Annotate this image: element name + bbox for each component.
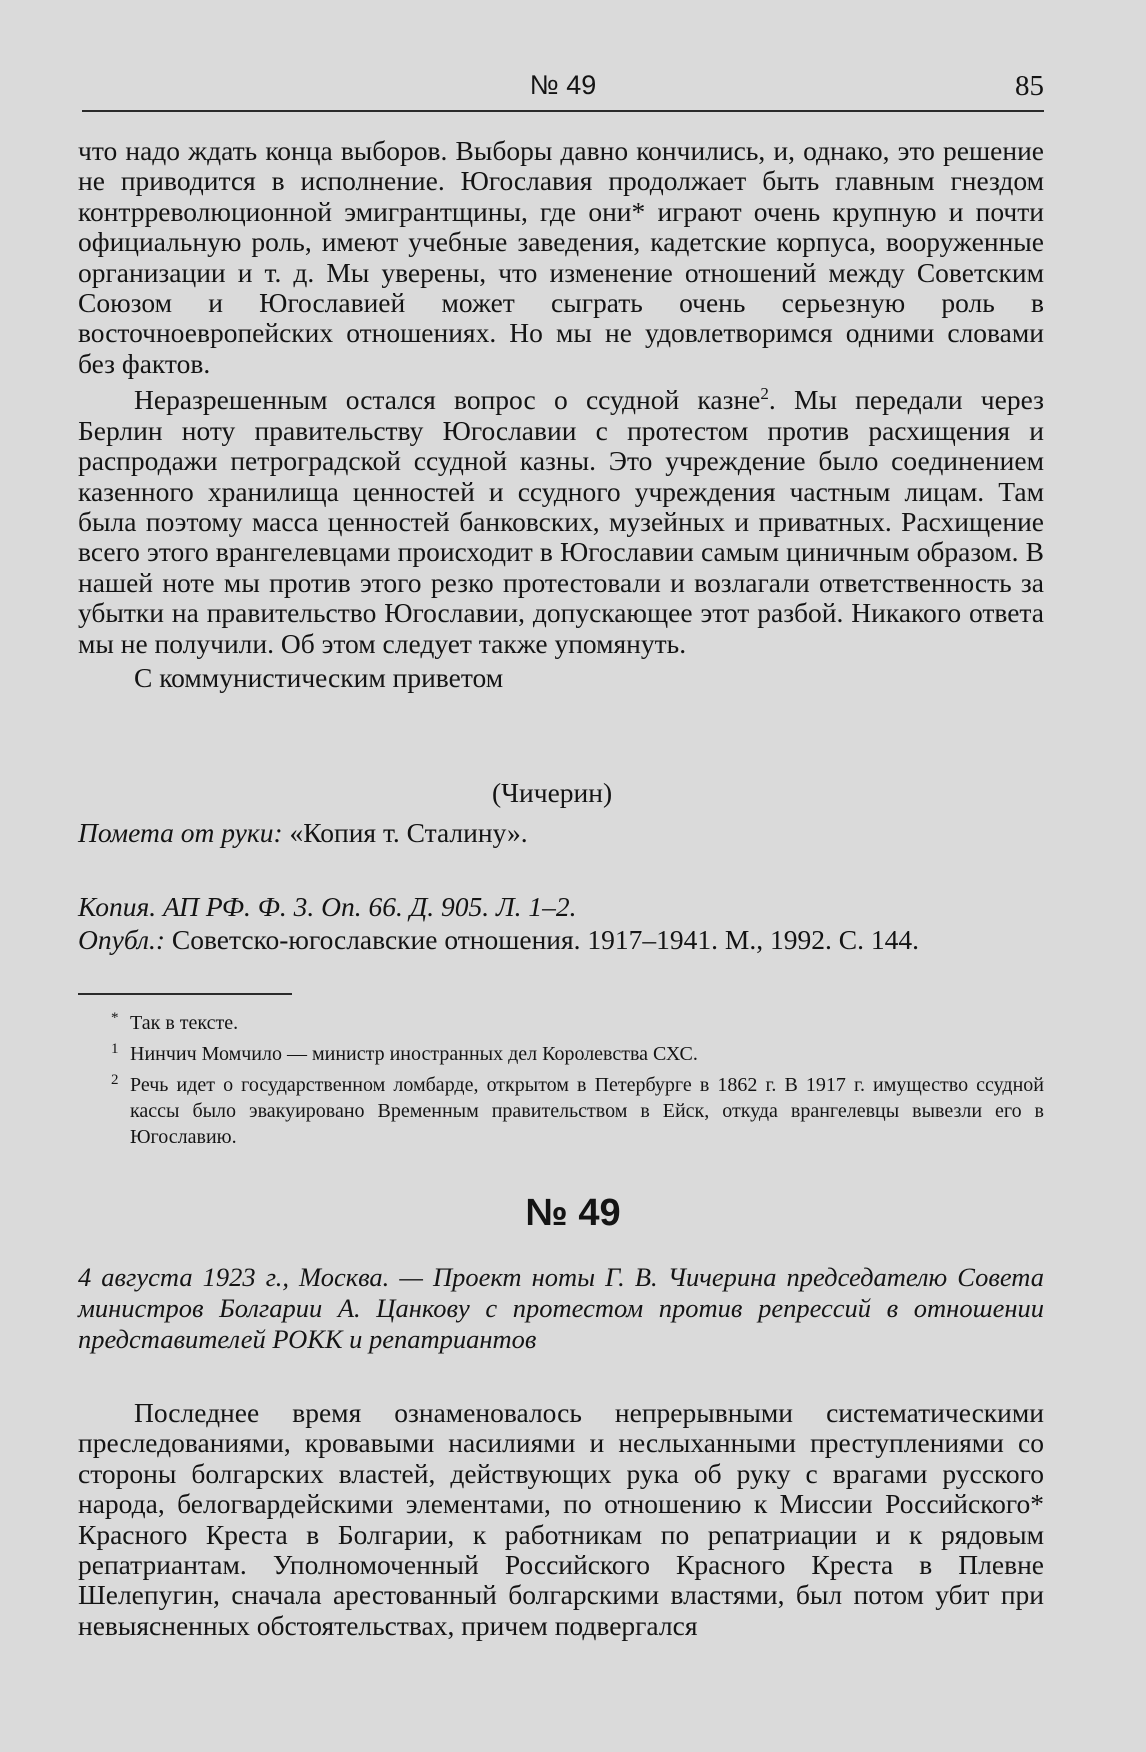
publication-reference [78, 925, 919, 955]
footnote [111, 1041, 1044, 1067]
document-title: 4 августа 1923 г., Москва. — Проект ноты Г. В. Чичерина председателю Совета министров Болгарии А. Цанкову с протестом против репрессий в отношении представителей РОКК и репатриантов [78, 1262, 1044, 1354]
footnote-mark: * [111, 1010, 119, 1026]
letter-paragraph: что надо ждать конца выборов. Выборы давно кончились, и, однако, это решение не приводится в исполнение. Югославия продолжает быть главным гнездом контрреволюционной эмигрантщины, где они* играют очень крупную и почти официальную роль, имеют учебные заведения, кадетские корпуса, вооруженные организации и т. д. Мы уверены, что изменение отношений между Советским Союзом и Югославией может сыграть очень серьезную роль в восточноевропейских отношениях. Но мы не удовлетворимся одними словами без фактов. [78, 135, 1044, 379]
footnote-rule [78, 993, 292, 995]
document-number-heading: № 49 [525, 1192, 621, 1234]
running-header [82, 70, 1044, 110]
handwritten-note [78, 818, 528, 848]
footnote-mark: 1 [111, 1041, 119, 1057]
footnote-mark: 2 [111, 1072, 119, 1088]
document-paragraph: Последнее время ознаменовалось непрерывными систематическими преследованиями, кровавыми насилиями и неслыханными преступлениями со стороны болгарских властей, действующих рука об руку с врагами русского народа, белогвардейскими элементами, по отношению к Миссии Российского* Красного Креста в Болгарии, к работникам по репатриации и к рядовым репатриантам. Уполномоченный Российского Красного Креста в Плевне Шелепугин, сначала арестованный болгарскими властями, был потом убит при невыясненных обстоятельствах, причем подвергался [78, 1397, 1044, 1641]
footnote-text: Речь идет о государственном ломбарде, открытом в Петербурге в 1862 г. В 1917 г. имущество ссудной кассы было эвакуировано Временным правительством в Ейск, откуда врангелевцы вывезли его в Югославию. [130, 1074, 1044, 1148]
footnote [111, 1010, 1044, 1036]
footnote-ref: 2 [760, 384, 769, 404]
page-number: 85 [1015, 70, 1044, 102]
closing-line: С коммунистическим приветом [134, 662, 504, 694]
paragraph-text: . Мы передали через Берлин ноту правительству Югославии с протестом против расхищения и распродажи петроградской ссудной казны. Это учреждение было соединением казенного хранилища ценностей и ссудного учреждения частным лицам. Там была поэтому масса ценностей банковских, музейных и приватных. Расхищение всего этого врангелевцами происходит в Югославии самым циничным образом. В нашей ноте мы против этого резко протестовали и возлагали ответственность за убытки на правительство Югославии, допускающее этот разбой. Никакого ответа мы не получили. Об этом следует также упомянуть. [78, 384, 1045, 659]
note-text: «Копия т. Сталину». [282, 817, 528, 848]
document-body [78, 1398, 1044, 1641]
footnote-text: Так в тексте. [130, 1012, 239, 1034]
signature: (Чичерин) [492, 777, 613, 808]
letter-paragraph [78, 379, 1044, 659]
footnote [111, 1072, 1044, 1150]
footnotes [111, 1010, 1044, 1150]
note-label: Помета от руки: [78, 817, 283, 848]
letter-body [78, 136, 1044, 693]
paragraph-text: Неразрешенным остался вопрос о ссудной казне [134, 384, 761, 416]
published-label: Опубл.: [78, 924, 165, 955]
published-text: Советско-югославские отношения. 1917–1941. М., 1992. С. 144. [165, 924, 919, 955]
footnote-text: Нинчич Момчило — министр иностранных дел Королевства СХС. [130, 1043, 698, 1065]
header-doc-number: № 49 [529, 70, 597, 100]
archive-reference: Копия. АП РФ. Ф. 3. Оп. 66. Д. 905. Л. 1–2. [78, 891, 577, 922]
header-rule [82, 110, 1044, 112]
